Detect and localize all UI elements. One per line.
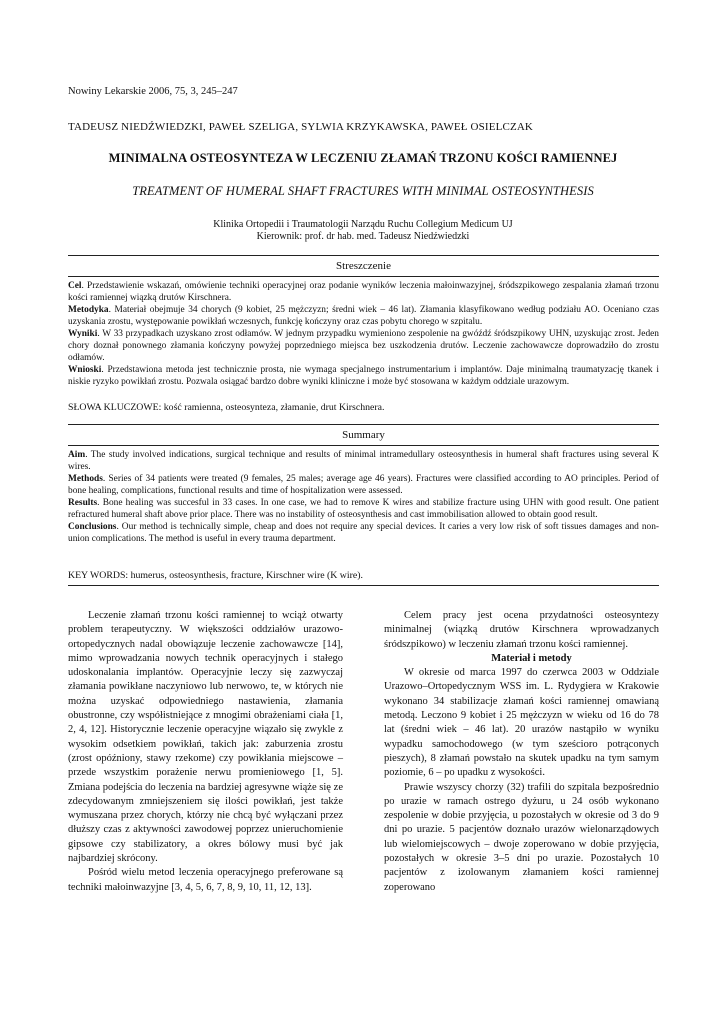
summary-text: . Bone healing was succesful in 33 cases. In one case, we had to remove K wires and stabilize fracture using UHN with good result. One patient refractured humeral shaft above prior place. There was no instability of osteosynthesis and cast immobilisation allowed to obtain good result. <box>68 498 659 520</box>
summary-label: Aim <box>68 450 86 460</box>
summary-conclusions <box>68 521 659 545</box>
abstract-text: . W 33 przypadkach uzyskano zrost odłamów. W jednym przypadku wymieniono zespolenie na gwóźdź śródszpikowy UHN, uzyskując zrost. Jeden chory doznał ponownego złamania kończyny powyżej poprzedniego miejsca bez uszkodzenia drutów. Leczenie zachowawcze doprowadziło do zrostu odłamów. <box>68 329 659 363</box>
summary-text: . Our method is technically simple, cheap and does not require any special devices. It caries a very low risk of soft tissues damages and non-union complications. The method is useful in every trauma department. <box>68 522 659 544</box>
abstract-label: Cel <box>68 281 82 291</box>
divider <box>68 585 659 586</box>
keywords-english: KEY WORDS: humerus, osteosynthesis, fracture, Kirschner wire (K wire). <box>68 570 363 581</box>
author-list: TADEUSZ NIEDŹWIEDZKI, PAWEŁ SZELIGA, SYLWIA KRZYKAWSKA, PAWEŁ OSIELCZAK <box>68 121 534 133</box>
summary-text: . Series of 34 patients were treated (9 females, 25 males; average age 46 years). Fractures were classified according to AO principles. Period of bone healing, complications, functional results and time of hospitalization were assessed. <box>68 474 659 496</box>
body-paragraph: Celem pracy jest ocena przydatności osteosyntezy minimalnej (wiązką drutów Kirschnera wprowadzanych śródszpikowo) w leczeniu złamań trzonu kości ramiennej. <box>384 610 659 650</box>
abstract-label: Wyniki <box>68 329 98 339</box>
abstract-text: . Przedstawiona metoda jest technicznie prosta, nie wymaga specjalnego instrumentarium i implantów. Daje minimalną traumatyzację tkanek i niskie ryzyko powikłań zrostu. Pozwala osiągać bardzo dobre wyniki kliniczne i może być stosowana w każdym oddziale urazowym. <box>68 365 659 387</box>
abstract-methods <box>68 304 659 328</box>
journal-citation: Nowiny Lekarskie 2006, 75, 3, 245–247 <box>68 86 238 97</box>
summary-heading: Summary <box>342 429 385 441</box>
keywords-polish: SŁOWA KLUCZOWE: kość ramienna, osteosynteza, złamanie, drut Kirschnera. <box>68 402 385 413</box>
affiliation-head: Kierownik: prof. dr hab. med. Tadeusz Niedźwiedzki <box>256 231 470 242</box>
divider <box>68 424 659 425</box>
summary-label: Results <box>68 498 98 508</box>
body-paragraph: Pośród wielu metod leczenia operacyjnego preferowane są techniki małoinwazyjne [3, 4, 5, 6, 7, 8, 9, 10, 11, 12, 13]. <box>68 867 343 893</box>
body-paragraph: Prawie wszyscy chorzy (32) trafili do szpitala bezpośrednio po urazie w ramach ostrego dyżuru, u 24 osób wykonano zespolenie w dobie przyjęcia, u pozostałych w okresie od 3 do 9 dni po urazie. 5 pacjentów doznało urazów wielonarządowych lub wielomiejscowych – dwoje zoperowano w dobie przyjęcia, pozostałych w okresie 3–5 dni po urazie. Pozostałych 10 pacjentów z izolowanym złamaniem kości ramiennej zoperowano <box>384 781 659 893</box>
abstract-conclusions <box>68 364 659 388</box>
summary-methods <box>68 473 659 497</box>
abstract-label: Metodyka <box>68 305 109 315</box>
abstract-label: Wnioski <box>68 365 102 375</box>
abstract-text: . Materiał obejmuje 34 chorych (9 kobiet, 25 mężczyzn; średni wiek – 46 lat). Złamania klasyfikowano według podziału AO. Oceniano czas uzyskania zrostu, występowanie powikłań wczesnych, funkcję kończyny oraz czas pobytu chorego w szpitalu. <box>68 305 659 327</box>
streszczenie-heading: Streszczenie <box>336 260 391 272</box>
title-english: TREATMENT OF HUMERAL SHAFT FRACTURES WITH MINIMAL OSTEOSYNTHESIS <box>132 184 594 198</box>
summary-results <box>68 497 659 521</box>
divider <box>68 276 659 277</box>
divider <box>68 445 659 446</box>
abstract-text: . Przedstawienie wskazań, omówienie techniki operacyjnej oraz podanie wyników leczenia małoinwazyjnej, śródszpikowego zespalania złamań trzonu kości ramiennej wiązką drutów Kirschnera. <box>68 281 659 303</box>
abstract-english <box>68 449 659 545</box>
title-polish: MINIMALNA OSTEOSYNTEZA W LECZENIU ZŁAMAŃ TRZONU KOŚCI RAMIENNEJ <box>108 151 618 165</box>
divider <box>68 255 659 256</box>
summary-label: Conclusions <box>68 522 117 532</box>
body-paragraph: Leczenie złamań trzonu kości ramiennej to wciąż otwarty problem terapeutyczny. W większości oddziałów urazowo-ortopedycznych nadal obowiązuje leczenie zachowawcze [14], mimo wprowadzania nowych technik operacyjnych i stałego udoskonalania implantów. Operacyjnie leczy się zazwyczaj złamania powikłane naczyniowo lub nerwowo, te, w których nie można uzyskać odpowiedniego nastawienia, złamania obustronne, czy współistniejące z mnogimi obrażeniami ciała [1, 2, 4, 12]. Historycznie leczenie operacyjne wiązało się zwykle z wysokim odsetkiem powikłań, takich jak: zaburzenia zrostu (zrost opóźniony, stawy rzekome) czy powikłania miejscowe – przede wszystkim porażenie nerwu promieniowego [1, 5]. Zmiana podejścia do leczenia na bardziej agresywne wiąże się ze zdecydowanym zmniejszeniem się ilości powikłań, jest także wymuszana przez chorych, którzy nie chcą być wyłączani przez dłuższy czas z aktywności zawodowej poprzez unieruchomienie gipsowe czy stabilizatory, a okres bólowy musi być jak najbardziej skrócony. <box>68 610 343 865</box>
abstract-polish <box>68 280 659 388</box>
affiliation <box>68 219 658 243</box>
body-column-left <box>68 609 343 895</box>
abstract-results <box>68 328 659 364</box>
summary-label: Methods <box>68 474 103 484</box>
body-column-right <box>384 609 659 895</box>
abstract-aim <box>68 280 659 304</box>
body-paragraph: W okresie od marca 1997 do czerwca 2003 w Oddziale Urazowo–Ortopedycznym WSS im. L. Rydygiera w Krakowie wykonano 34 stabilizacje złamań kości ramiennej omawianą metodą. Leczono 9 kobiet i 25 mężczyzn w wieku od 16 do 78 lat (średni wiek – 46 lat). 20 urazów nastąpiło w wyniku wypadku samochodowego (w tym sześcioro potrąconych pieszych), 8 złamań powstało na skutek upadku na tym samym poziomie, 6 – po upadku z wysokości. <box>384 667 659 779</box>
section-heading-methods: Materiał i metody <box>491 652 572 664</box>
affiliation-institution: Klinika Ortopedii i Traumatologii Narządu Ruchu Collegium Medicum UJ <box>213 219 513 230</box>
summary-aim <box>68 449 659 473</box>
summary-text: . The study involved indications, surgical technique and results of minimal intramedullary osteosynthesis in humeral shaft fractures using several K wires. <box>68 450 659 472</box>
